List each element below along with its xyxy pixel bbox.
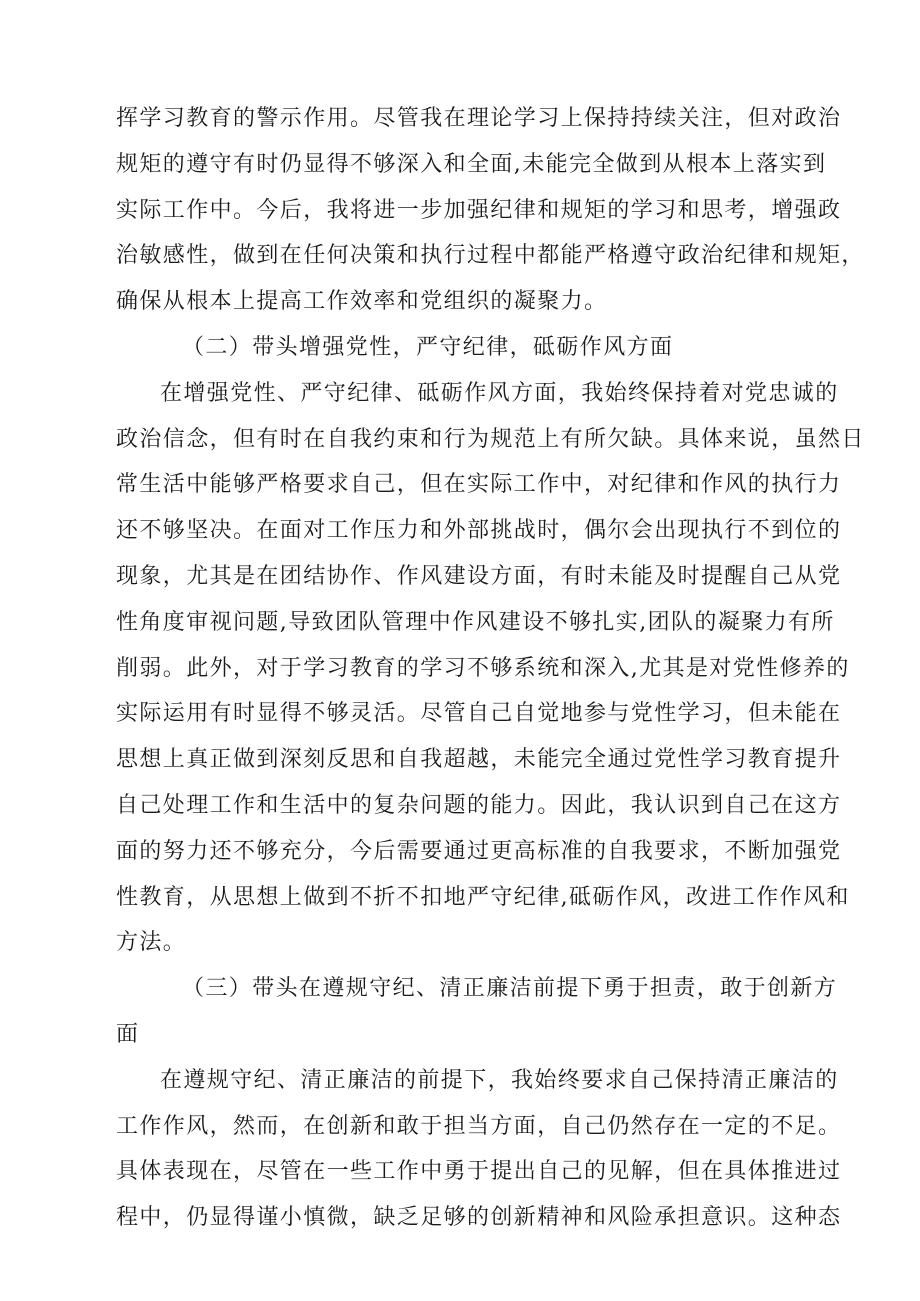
- text-line: 程中，仍显得谨小慎微，缺乏足够的创新精神和风险承担意识。这种态: [116, 1205, 842, 1231]
- text-line: 规矩的遵守有时仍显得不够深入和全面,未能完全做到从根本上落实到: [116, 151, 827, 177]
- text-line: 具体表现在，尽管在一些工作中勇于提出自己的见解，但在具体推进过: [116, 1159, 842, 1185]
- text-line: 在遵规守纪、清正廉洁的前提下，我始终要求自己保持清正廉洁的: [160, 1067, 839, 1093]
- text-line: 性教育，从思想上做到不折不扣地严守纪律,砥砺作风，改进工作作风和: [116, 884, 850, 910]
- text-line: 实际工作中。今后，我将进一步加强纪律和规矩的学习和思考，增强政: [116, 197, 842, 223]
- text-line: 面的努力还不够充分，今后需要通过更高标准的自我要求，不断加强党: [116, 838, 842, 864]
- text-line: 工作作风，然而，在创新和敢于担当方面，自己仍然存在一定的不足。: [116, 1113, 842, 1139]
- document-page: [116, 96, 865, 1241]
- text-line: 实际运用有时显得不够灵活。尽管自己自觉地参与党性学习，但未能在: [116, 701, 842, 727]
- text-line: 面: [116, 1021, 140, 1047]
- text-line: 治敏感性，做到在任何决策和执行过程中都能严格遵守政治纪律和规矩，: [116, 243, 865, 269]
- text-line: 挥学习教育的警示作用。尽管我在理论学习上保持持续关注，但对政治: [116, 106, 842, 131]
- text-line: 自己处理工作和生活中的复杂问题的能力。因此，我认识到自己在这方: [116, 792, 842, 818]
- text-line: 削弱。此外，对于学习教育的学习不够系统和深入,尤其是对党性修养的: [116, 655, 850, 681]
- text-line: 现象，尤其是在团结协作、作风建设方面，有时未能及时提醒自己从党: [116, 563, 842, 589]
- text-line: 常生活中能够严格要求自己，但在实际工作中，对纪律和作风的执行力: [116, 472, 842, 498]
- text-line: 思想上真正做到深刻反思和自我超越，未能完全通过党性学习教育提升: [116, 747, 842, 773]
- section-heading-3: （三）带头在遵规守纪、清正廉洁前提下勇于担责，敢于创新方: [182, 976, 838, 1002]
- text-line: 性角度审视问题,导致团队管理中作风建设不够扎实,团队的凝聚力有所: [116, 609, 835, 635]
- section-heading-2: （二）带头增强党性，严守纪律，砥砺作风方面: [182, 334, 674, 360]
- text-line: 在增强党性、严守纪律、砥砺作风方面，我始终保持着对党忠诚的: [160, 380, 839, 406]
- text-line: 方法。: [116, 930, 187, 956]
- text-line: 政治信念，但有时在自我约束和行为规范上有所欠缺。具体来说，虽然日: [116, 426, 865, 452]
- text-line: 确保从根本上提高工作效率和党组织的凝聚力。: [116, 289, 608, 315]
- text-line: 还不够坚决。在面对工作压力和外部挑战时，偶尔会出现执行不到位的: [116, 518, 842, 544]
